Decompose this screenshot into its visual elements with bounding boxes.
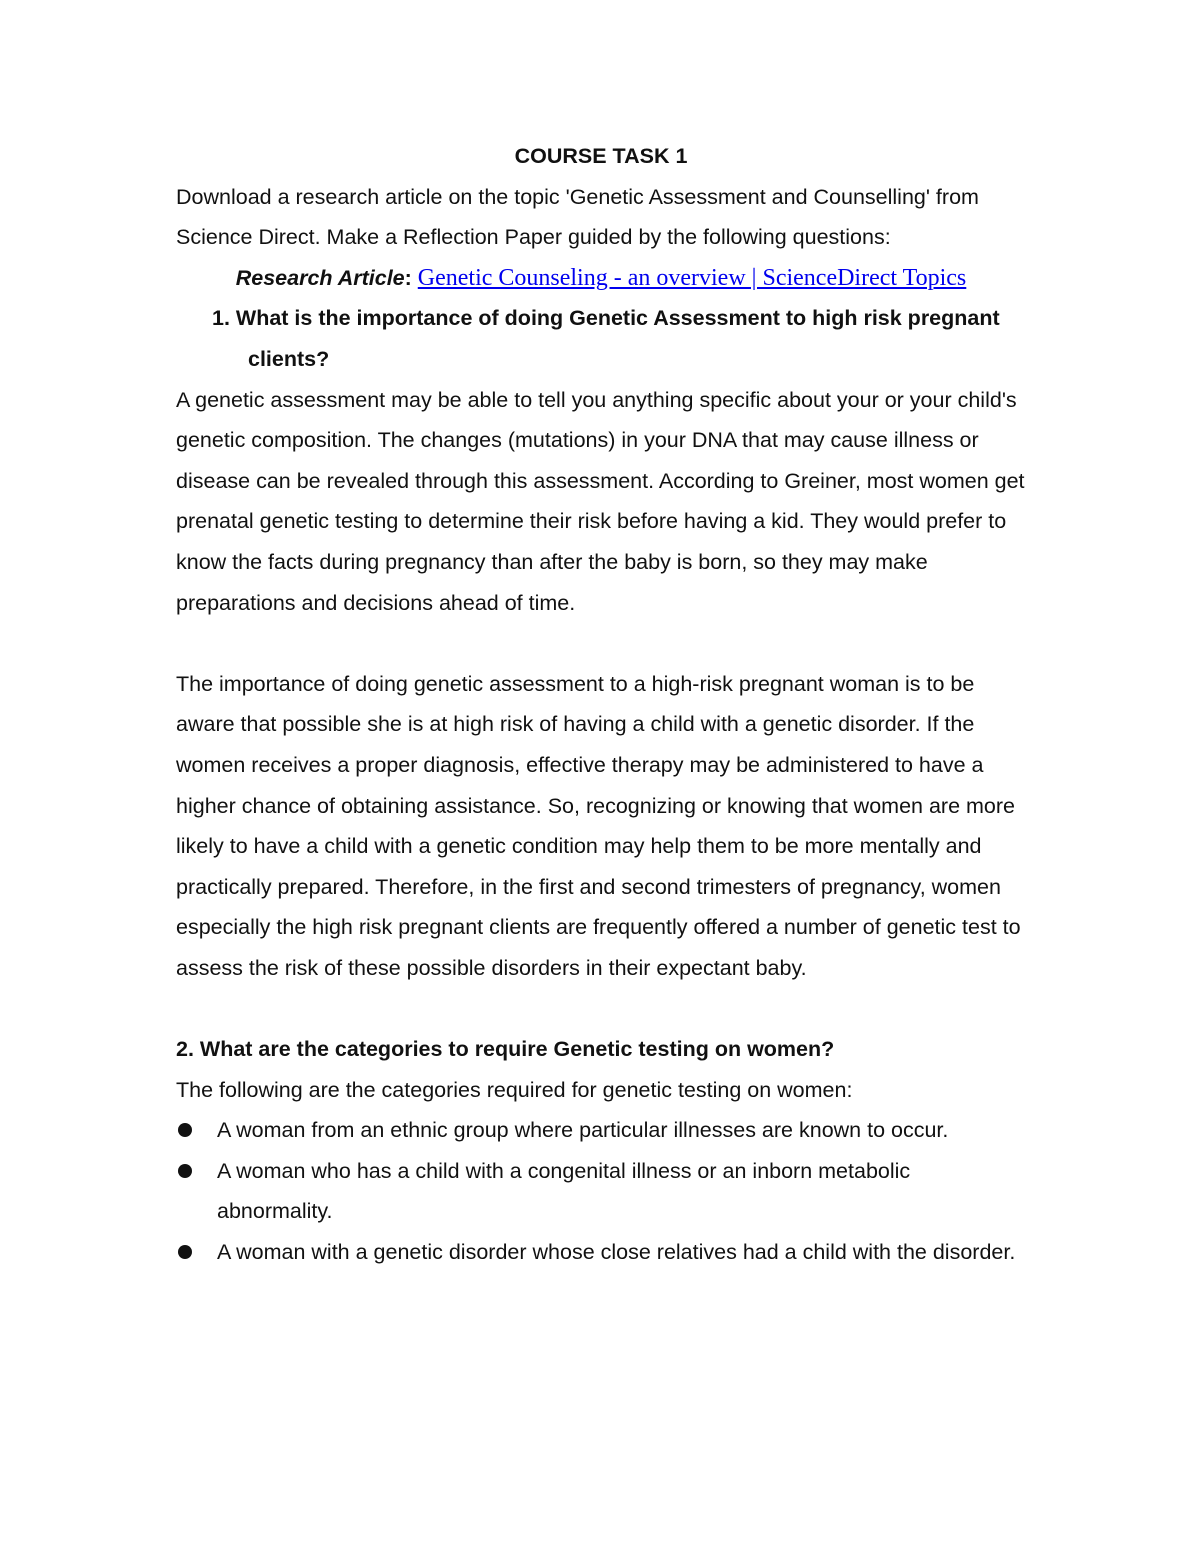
list-item: [176, 1151, 1026, 1232]
answer-1-paragraph-1: A genetic assessment may be able to tell you anything specific about your or your child's genetic composition. The changes (mutations) in your DNA that may cause illness or disease can be revealed through this assessment. According to Greiner, most women get prenatal genetic testing to determine their risk before having a kid. They would prefer to know the facts during pregnancy than after the baby is born, so they may make preparations and decisions ahead of time.: [176, 387, 1025, 615]
task-instructions: Download a research article on the topic 'Genetic Assessment and Counselling' from Science Direct. Make a Reflection Paper guided by the following questions:: [176, 184, 979, 250]
list-item-text: A woman with a genetic disorder whose close relatives had a child with the disorder.: [217, 1240, 1016, 1265]
category-list: [176, 1110, 1026, 1272]
bullet-dot-icon: [178, 1164, 192, 1178]
document-title: COURSE TASK 1: [514, 144, 688, 168]
answer-1-paragraph-2: The importance of doing genetic assessment to a high-risk pregnant woman is to be aware that possible she is at high risk of having a child with a genetic disorder. If the women receives a proper diagnosis, effective therapy may be administered to have a higher chance of obtaining assistance. So, recognizing or knowing that women are more likely to have a child with a genetic condition may help them to be more mentally and practically prepared. Therefore, in the first and second trimesters of pregnancy, women especially the high risk pregnant clients are frequently offered a number of genetic test to assess the risk of these possible disorders in their expectant baby.: [176, 671, 1021, 980]
bullet-dot-icon: [178, 1245, 192, 1259]
research-article-line: [176, 258, 1026, 299]
paragraph-spacer: [176, 988, 1026, 1029]
list-item-text: A woman from an ethnic group where particular illnesses are known to occur.: [217, 1118, 949, 1143]
list-item: [176, 1232, 1026, 1273]
answer-2-intro: The following are the categories required for genetic testing on women:: [176, 1077, 853, 1102]
question-1-heading: 1. What is the importance of doing Genetic Assessment to high risk pregnant clients?: [212, 306, 1000, 371]
list-item: [176, 1110, 1026, 1151]
list-item-text: A woman who has a child with a congenital illness or an inborn metabolic abnormality.: [217, 1158, 911, 1224]
paragraph-spacer: [176, 623, 1026, 664]
research-article-label: Research Article: [235, 265, 405, 290]
research-article-link[interactable]: Genetic Counseling - an overview | ScienceDirect Topics: [417, 264, 967, 291]
question-2-heading: 2. What are the categories to require Genetic testing on women?: [176, 1037, 835, 1062]
document-page: [176, 136, 1026, 1273]
research-article-separator: :: [404, 265, 418, 290]
bullet-dot-icon: [178, 1123, 192, 1137]
